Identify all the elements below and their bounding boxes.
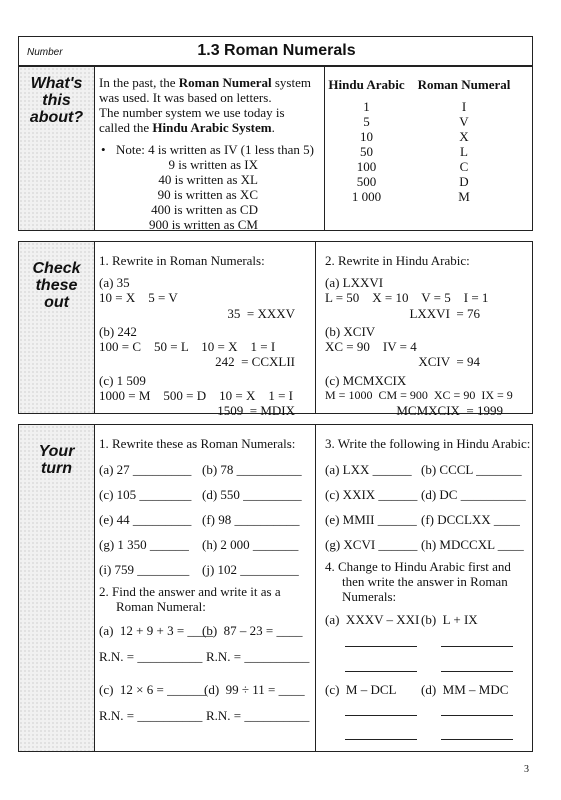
exercise-item: (j) 102 _________ xyxy=(202,562,299,577)
exercise-item: (d) MM – MDC xyxy=(421,682,509,697)
header-bar xyxy=(18,36,533,66)
table-cell-hindu: 10 xyxy=(360,129,373,144)
exercise-item: (a) XXXV – XXI xyxy=(325,612,420,627)
turn-q1-heading: 1. Rewrite these as Roman Numerals: xyxy=(99,436,296,451)
exercise-item: (i) 759 ________ xyxy=(99,562,190,577)
check-q1c-label: (c) 1 509 xyxy=(99,373,146,388)
check-q1c-answer: 1509 = MDIX xyxy=(217,403,295,418)
exercise-item: R.N. = __________ xyxy=(99,649,203,664)
page-title: 1.3 Roman Numerals xyxy=(197,42,356,59)
table-cell-hindu: 100 xyxy=(356,159,377,174)
answer-line xyxy=(345,715,417,716)
exercise-item: (h) MDCCXL ____ xyxy=(421,537,524,552)
exercise-item: (b) CCCL _______ xyxy=(421,462,522,477)
about-section xyxy=(18,66,533,231)
check-side-label-1: Check xyxy=(32,260,81,277)
answer-line xyxy=(345,739,417,740)
check-q1b-working: 100 = C 50 = L 10 = X 1 = I xyxy=(99,339,276,354)
exercise-item: R.N. = __________ xyxy=(99,708,203,723)
turn-q3-heading: 3. Write the following in Hindu Arabic: xyxy=(325,436,531,451)
exercise-item: (d) 550 _________ xyxy=(202,487,302,502)
table-cell-roman: D xyxy=(459,174,469,189)
about-side-panel xyxy=(19,67,95,230)
check-q2-heading: 2. Rewrite in Hindu Arabic: xyxy=(325,253,470,268)
table-cell-hindu: 500 xyxy=(356,174,377,189)
table-cell-roman: L xyxy=(460,144,468,159)
exercise-item: (c) XXIX ______ xyxy=(325,487,418,502)
about-side-label-2: this xyxy=(42,92,71,109)
exercise-item: R.N. = __________ xyxy=(206,649,310,664)
about-paragraph-line-1: In the past, the Roman Numeral system xyxy=(99,75,311,90)
check-q1b-answer: 242 = CCXLII xyxy=(215,354,295,369)
table-cell-roman: V xyxy=(459,114,469,129)
note-line: 900 is written as CM xyxy=(148,217,258,232)
note-lead: Note: 4 is written as IV (1 less than 5) xyxy=(116,142,314,157)
exercise-item: (c) 12 × 6 = ______ xyxy=(99,682,207,697)
exercise-item: (c) M – DCL xyxy=(325,682,397,697)
about-side-label-1: What's xyxy=(30,75,83,92)
turn-side-label-1: Your xyxy=(38,443,75,460)
note-line: 400 is written as CD xyxy=(151,202,258,217)
check-q2c-answer: MCMXCIX = 1999 xyxy=(396,403,503,418)
note-line: 9 is written as IX xyxy=(168,157,258,172)
check-q1b-label: (b) 242 xyxy=(99,324,137,339)
exercise-item: (b) 78 __________ xyxy=(202,462,302,477)
answer-line xyxy=(441,671,513,672)
exercise-item: (d) 99 ÷ 11 = ____ xyxy=(204,682,305,697)
answer-line xyxy=(441,646,513,647)
answer-line xyxy=(345,646,417,647)
about-paragraph-line-2: was used. It was based on letters. xyxy=(99,90,272,105)
turn-q4-heading-3: Numerals: xyxy=(342,589,397,604)
table-cell-hindu: 1 000 xyxy=(351,189,382,204)
exercise-item: (g) XCVI ______ xyxy=(325,537,418,552)
check-q2b-working: XC = 90 IV = 4 xyxy=(325,339,417,354)
check-side-panel xyxy=(19,242,95,413)
about-paragraph-line-4: called the Hindu Arabic System. xyxy=(99,120,275,135)
turn-q4-heading-1: 4. Change to Hindu Arabic first and xyxy=(325,559,511,574)
table-cell-roman: I xyxy=(461,99,467,114)
check-q2b-label: (b) XCIV xyxy=(325,324,376,339)
section-number-label: Number xyxy=(27,47,63,58)
check-q1a-working: 10 = X 5 = V xyxy=(99,290,178,305)
exercise-item: (g) 1 350 ______ xyxy=(99,537,189,552)
table-cell-roman: C xyxy=(459,159,469,174)
your-turn-section xyxy=(18,424,533,752)
check-side-label-2: these xyxy=(35,277,78,294)
exercise-item: (b) L + IX xyxy=(421,612,478,627)
check-q2b-answer: XCIV = 94 xyxy=(418,354,480,369)
answer-line xyxy=(345,671,417,672)
check-q1a-answer: 35 = XXXV xyxy=(227,306,295,321)
exercise-item: (h) 2 000 _______ xyxy=(202,537,299,552)
check-side-label-3: out xyxy=(44,294,69,311)
about-side-label-3: about? xyxy=(29,109,84,126)
check-q1-heading: 1. Rewrite in Roman Numerals: xyxy=(99,253,265,268)
answer-line xyxy=(441,715,513,716)
check-q1c-working: 1000 = M 500 = D 10 = X 1 = I xyxy=(99,388,293,403)
exercise-item: (f) 98 __________ xyxy=(202,512,300,527)
turn-q4-heading-2: then write the answer in Roman xyxy=(342,574,508,589)
check-q2c-working: M = 1000 CM = 900 XC = 90 IX = 9 xyxy=(325,388,513,402)
check-q2a-answer: LXXVI = 76 xyxy=(409,306,480,321)
table-cell-roman: M xyxy=(458,189,470,204)
exercise-item: (b) 87 – 23 = ____ xyxy=(202,623,303,638)
exercise-item: (d) DC __________ xyxy=(421,487,526,502)
exercise-item: R.N. = __________ xyxy=(206,708,310,723)
exercise-item: (e) MMII ______ xyxy=(325,512,417,527)
turn-q2-heading-1: 2. Find the answer and write it as a xyxy=(99,584,281,599)
note-line: 90 is written as XC xyxy=(157,187,258,202)
exercise-item: (a) LXX ______ xyxy=(325,462,412,477)
answer-line xyxy=(441,739,513,740)
exercise-item: (a) 12 + 9 + 3 = ____ xyxy=(99,623,214,638)
check-divider xyxy=(315,242,316,413)
exercise-item: (e) 44 _________ xyxy=(99,512,192,527)
check-q2a-working: L = 50 X = 10 V = 5 I = 1 xyxy=(325,290,489,305)
check-q2a-label: (a) LXXVI xyxy=(325,275,384,290)
table-header-roman: Roman Numeral xyxy=(417,77,511,92)
table-cell-hindu: 5 xyxy=(363,114,370,129)
about-paragraph-line-3: The number system we use today is xyxy=(99,105,285,120)
turn-q2-heading-2: Roman Numeral: xyxy=(116,599,206,614)
exercise-item: (c) 105 ________ xyxy=(99,487,192,502)
table-header-hindu: Hindu Arabic xyxy=(328,77,405,92)
note-line: 40 is written as XL xyxy=(158,172,258,187)
check-q2c-label: (c) MCMXCIX xyxy=(325,373,407,388)
check-q1a-label: (a) 35 xyxy=(99,275,130,290)
table-cell-hindu: 50 xyxy=(360,144,373,159)
table-cell-hindu: 1 xyxy=(363,99,370,114)
check-section xyxy=(18,241,533,418)
exercise-item: (a) 27 _________ xyxy=(99,462,192,477)
turn-side-label-2: turn xyxy=(40,460,73,477)
exercise-item: (f) DCCLXX ____ xyxy=(421,512,520,527)
table-cell-roman: X xyxy=(459,129,469,144)
turn-divider xyxy=(315,425,316,751)
page-number: 3 xyxy=(524,764,529,775)
bullet-icon: • xyxy=(101,142,106,157)
turn-side-panel xyxy=(19,425,95,751)
